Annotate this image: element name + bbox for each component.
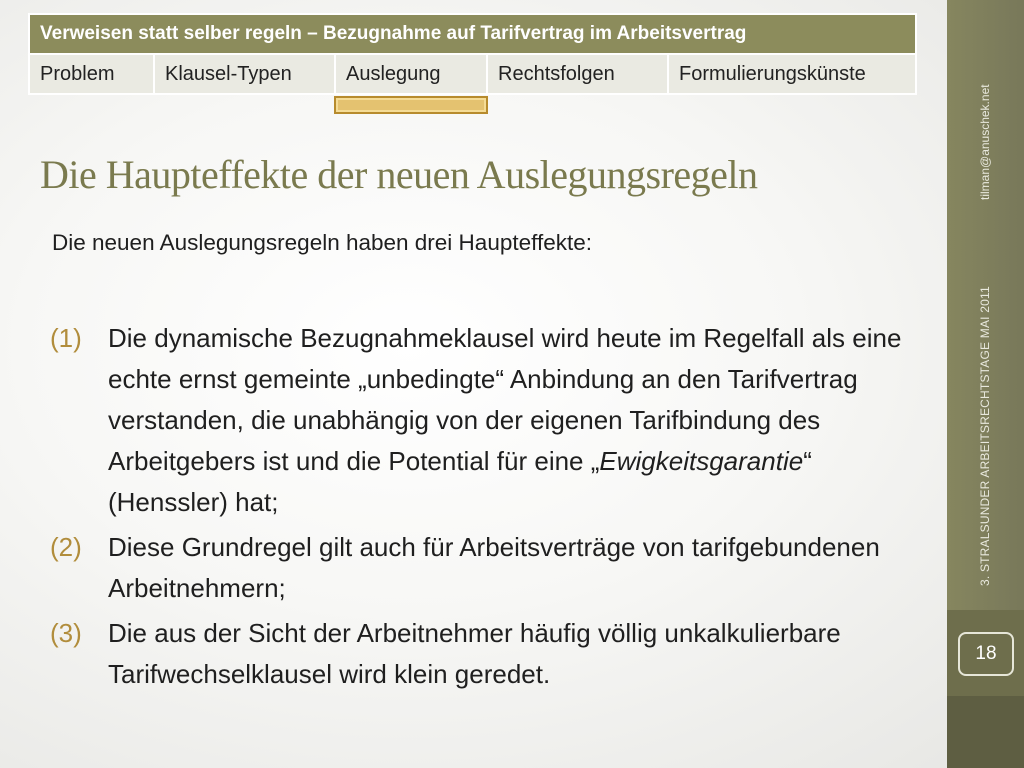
- list-item: [50, 318, 910, 523]
- list-text: Diese Grundregel gilt auch für Arbeitsverträge von tarifgebundenen Arbeitnehmern;: [108, 532, 880, 603]
- sidebar-event-title: 3. STRALSUNDER ARBEITSRECHTSTAGE MAI 2011: [978, 286, 992, 586]
- list-text: [108, 318, 910, 523]
- tab-auslegung[interactable]: Auslegung: [335, 54, 487, 94]
- emphasized-term: Ewigkeitsgarantie: [599, 446, 804, 476]
- slide-title: Die Haupteffekte der neuen Auslegungsregeln: [40, 152, 758, 197]
- list-item: [50, 613, 910, 695]
- tab-problem[interactable]: Problem: [29, 54, 154, 94]
- active-tab-indicator: [334, 96, 488, 114]
- sidebar-footer-panel: [947, 696, 1024, 768]
- intro-text: Die neuen Auslegungsregeln haben drei Haupteffekte:: [52, 230, 592, 255]
- list-text-part: “ (Henssler) hat;: [108, 446, 812, 517]
- list-item: [50, 527, 910, 609]
- list-text-part: Die dynamische Bezugnahmeklausel wird heute im Regelfall als eine echte ernst gemeinte „unbedingte“ Anbindung an den Tarifvertrag verstanden, die unabhängig von der eigenen Tarifbindung des Arbeitgebers ist und die Potential für eine „: [108, 323, 902, 476]
- page-number: 18: [958, 632, 1014, 676]
- tab-klausel-typen[interactable]: Klausel-Typen: [154, 54, 335, 94]
- list-number: (2): [50, 532, 82, 562]
- list-number: (3): [50, 618, 82, 648]
- list-number: (1): [50, 323, 82, 353]
- sidebar-email: tilman@anuschek.net: [978, 84, 992, 200]
- tab-formulierungskuenste[interactable]: Formulierungskünste: [668, 54, 916, 94]
- effects-list: [50, 318, 910, 695]
- tab-rechtsfolgen[interactable]: Rechtsfolgen: [487, 54, 668, 94]
- section-title: Verweisen statt selber regeln – Bezugnahme auf Tarifvertrag im Arbeitsvertrag: [29, 14, 916, 54]
- list-text: Die aus der Sicht der Arbeitnehmer häufig völlig unkalkulierbare Tarifwechselklausel wird klein geredet.: [108, 618, 841, 689]
- navigation-table: [28, 13, 917, 95]
